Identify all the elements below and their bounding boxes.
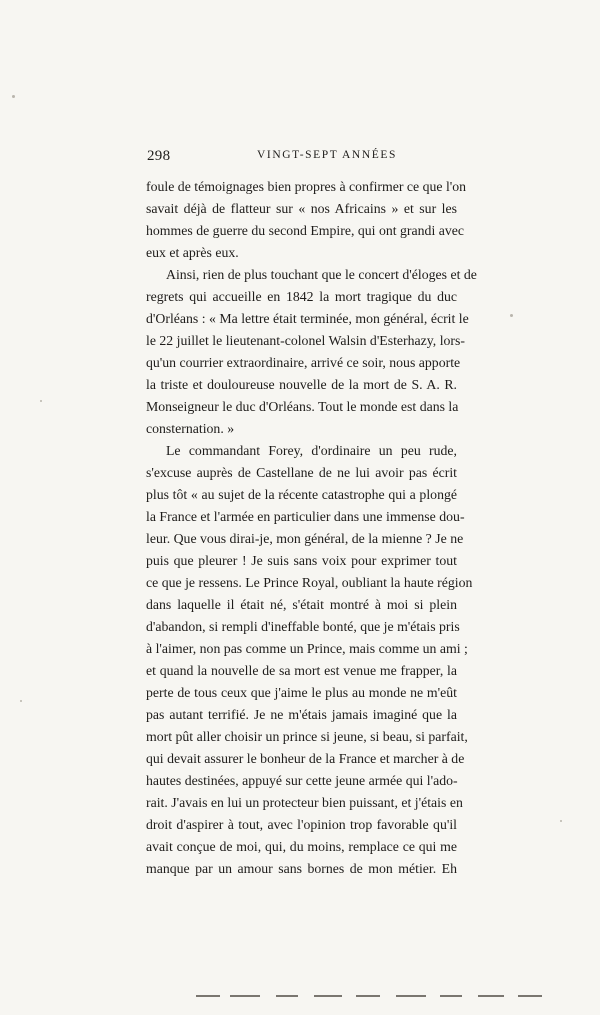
dash-mark — [276, 995, 298, 997]
text-line: qui devait assurer le bonheur de la France et marcher à de — [146, 751, 465, 766]
text-line: manque par un amour sans bornes de mon métier. Eh — [146, 861, 457, 876]
paper-speck — [40, 400, 42, 402]
text-line: Monseigneur le duc d'Orléans. Tout le monde est dans la — [146, 399, 459, 414]
text-line: puis que pleurer ! Je suis sans voix pour exprimer tout — [146, 553, 457, 568]
text-line: et quand la nouvelle de sa mort est venue me frapper, la — [146, 663, 457, 678]
text-line: qu'un courrier extraordinaire, arrivé ce soir, nous apporte — [146, 355, 461, 370]
text-line: droit d'aspirer à tout, avec l'opinion trop favorable qu'il — [146, 817, 457, 832]
text-line: Le commandant Forey, d'ordinaire un peu rude, — [166, 443, 457, 458]
dash-mark — [230, 995, 260, 997]
dash-mark — [396, 995, 426, 997]
paper-speck — [20, 700, 22, 702]
text-line: regrets qui accueille en 1842 la mort tragique du duc — [146, 289, 457, 304]
dash-mark — [356, 995, 380, 997]
text-line: avait conçue de moi, qui, du moins, remplace ce qui me — [146, 839, 457, 854]
text-line: d'abandon, si rempli d'ineffable bonté, que je m'étais pris — [146, 619, 460, 634]
text-line: la triste et douloureuse nouvelle de la mort de S. A. R. — [146, 377, 457, 392]
page-header — [147, 148, 450, 168]
paper-speck — [510, 314, 513, 317]
text-line: le 22 juillet le lieutenant-colonel Walsin d'Esterhazy, lors- — [146, 333, 465, 348]
bottom-dash-rule — [196, 995, 546, 997]
body-text — [146, 176, 477, 880]
page-number: 298 — [147, 148, 171, 164]
text-line: pas autant terrifié. Je ne m'étais jamais imaginé que la — [146, 707, 457, 722]
text-line: ce que je ressens. Le Prince Royal, oubliant la haute région — [146, 575, 473, 590]
text-line: dans laquelle il était né, s'était montré à moi si plein — [146, 597, 457, 612]
text-line: la France et l'armée en particulier dans une immense dou- — [146, 509, 465, 524]
text-line: eux et après eux. — [146, 245, 239, 260]
dash-mark — [518, 995, 542, 997]
text-line: d'Orléans : « Ma lettre était terminée, mon général, écrit le — [146, 311, 469, 326]
dash-mark — [196, 995, 220, 997]
text-line: consternation. » — [146, 421, 235, 436]
text-line: à l'aimer, non pas comme un Prince, mais comme un ami ; — [146, 641, 468, 656]
text-line: mort pût aller choisir un prince si jeune, si beau, si parfait, — [146, 729, 468, 744]
dash-mark — [478, 995, 504, 997]
text-line: hommes de guerre du second Empire, qui ont grandi avec — [146, 223, 464, 238]
text-line: perte de tous ceux que j'aime le plus au monde ne m'eût — [146, 685, 457, 700]
paper-speck — [12, 95, 15, 98]
text-line: hautes destinées, appuyé sur cette jeune armée qui l'ado- — [146, 773, 458, 788]
text-line: leur. Que vous dirai-je, mon général, de la mienne ? Je ne — [146, 531, 464, 546]
text-line: rait. J'avais en lui un protecteur bien puissant, et j'étais en — [146, 795, 463, 810]
dash-mark — [314, 995, 342, 997]
paper-speck — [560, 820, 562, 822]
text-line: plus tôt « au sujet de la récente catastrophe qui a plongé — [146, 487, 457, 502]
text-line: Ainsi, rien de plus touchant que le concert d'éloges et de — [166, 267, 477, 282]
running-title: VINGT-SEPT ANNÉES — [257, 149, 397, 161]
text-line: s'excuse auprès de Castellane de ne lui avoir pas écrit — [146, 465, 457, 480]
dash-mark — [440, 995, 462, 997]
text-line: savait déjà de flatteur sur « nos Africains » et sur les — [146, 201, 457, 216]
text-line: foule de témoignages bien propres à confirmer ce que l'on — [146, 179, 467, 194]
